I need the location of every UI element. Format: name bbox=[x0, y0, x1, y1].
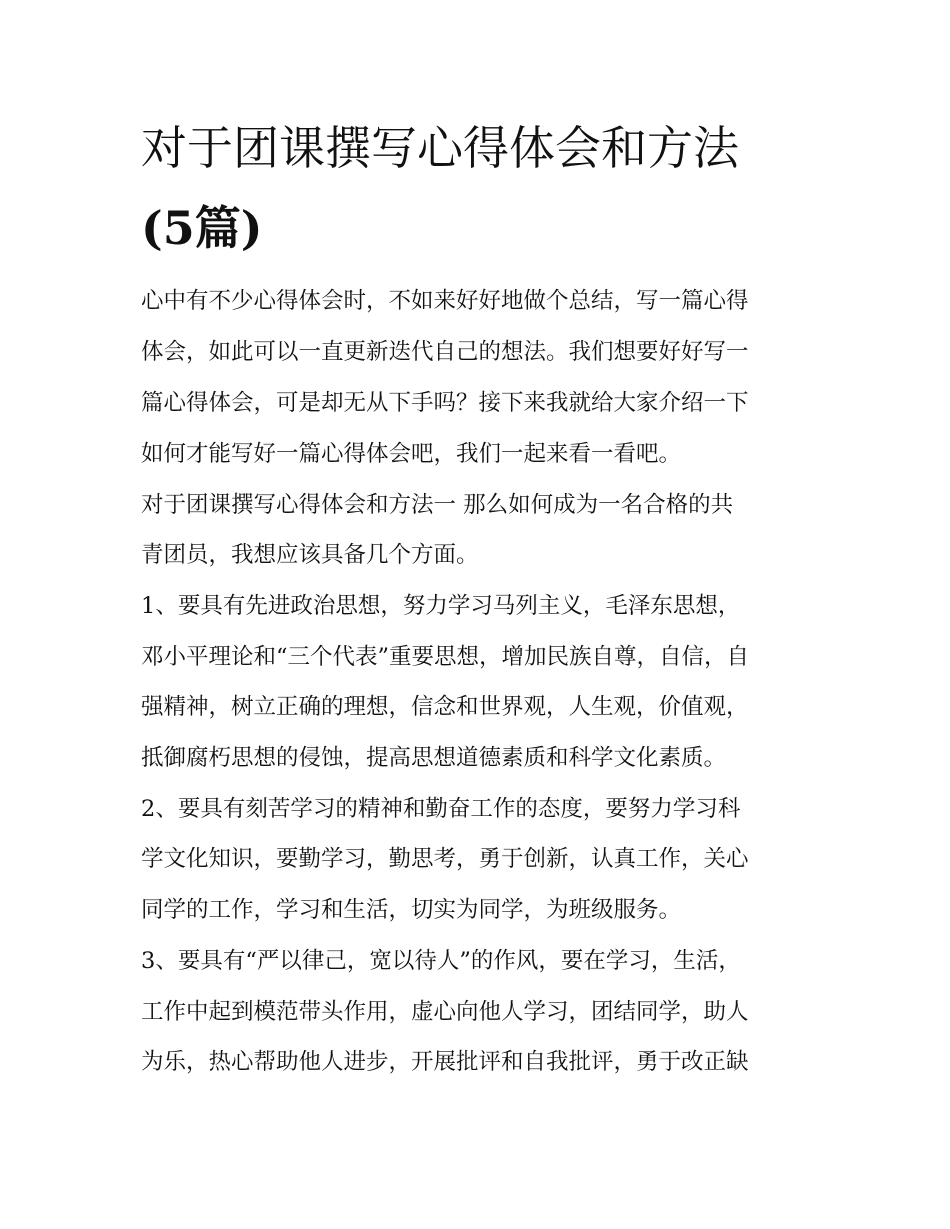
body-line: 同学的工作，学习和生活，切实为同学，为班级服务。 bbox=[141, 897, 682, 923]
body-line: 邓小平理论和“三个代表”重要思想，增加民族自尊，自信，自 bbox=[141, 644, 750, 670]
body-line: 为乐，热心帮助他人进步，开展批评和自我批评，勇于改正缺 bbox=[141, 1049, 749, 1075]
body-line: 1、要具有先进政治思想，努力学习马列主义，毛泽东思想， bbox=[141, 593, 741, 619]
body-line: 体会，如此可以一直更新迭代自己的想法。我们想要好好写一 bbox=[141, 339, 749, 365]
body-line: 心中有不少心得体会时，不如来好好地做个总结，写一篇心得 bbox=[141, 288, 749, 314]
document-title-line-2: (5篇) bbox=[141, 201, 263, 255]
body-line: 篇心得体会，可是却无从下手吗？接下来我就给大家介绍一下 bbox=[141, 390, 749, 416]
body-line: 如何才能写好一篇心得体会吧，我们一起来看一看吧。 bbox=[141, 441, 682, 467]
body-line: 工作中起到模范带头作用，虚心向他人学习，团结同学，助人 bbox=[141, 999, 749, 1025]
body-line: 学文化知识，要勤学习，勤思考，勇于创新，认真工作，关心 bbox=[141, 846, 749, 872]
body-line: 3、要具有“严以律己，宽以待人”的作风，要在学习，生活， bbox=[141, 948, 741, 974]
document-title-line-1: 对于团课撰写心得体会和方法 bbox=[141, 121, 739, 175]
body-line: 抵御腐朽思想的侵蚀，提高思想道德素质和科学文化素质。 bbox=[141, 745, 727, 771]
body-line: 对于团课撰写心得体会和方法一 那么如何成为一名合格的共 bbox=[141, 492, 734, 518]
body-line: 2、要具有刻苦学习的精神和勤奋工作的态度，要努力学习科 bbox=[141, 796, 741, 822]
body-line: 青团员，我想应该具备几个方面。 bbox=[141, 542, 479, 568]
body-line: 强精神，树立正确的理想，信念和世界观，人生观，价值观， bbox=[141, 694, 749, 720]
